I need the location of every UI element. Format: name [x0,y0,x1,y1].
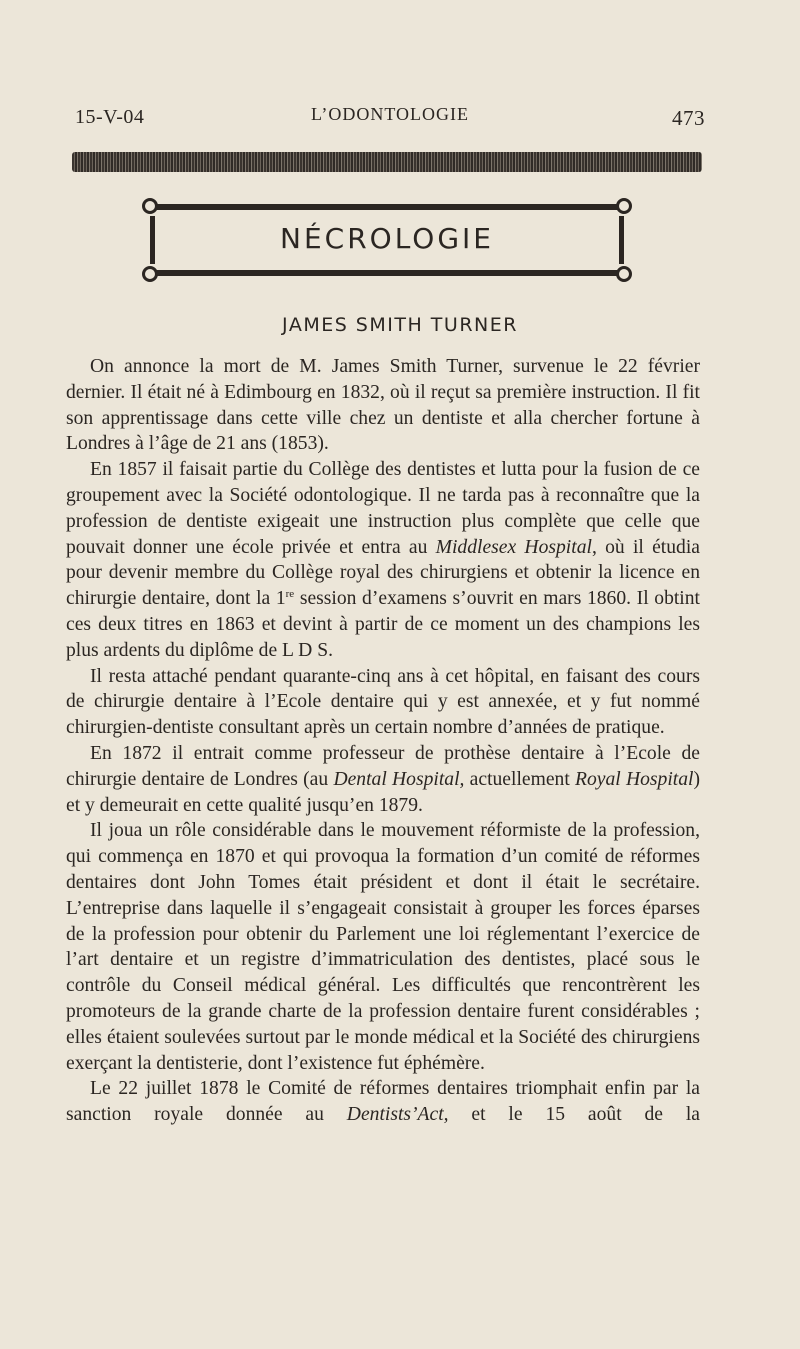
text-run: En 1872 il entrait comme professeur de prothèse dentaire à l’Ecole de chirurgie dentaire de Londres (au [66,742,700,790]
article-body [66,354,700,1128]
paragraph [66,1076,700,1128]
text-run: et le 15 août de la [448,1104,700,1126]
frame-top-rule [154,204,620,210]
text-run: En 1857 il faisait partie du Collège des dentistes et lutta pour la fusion de ce groupement avec la Société odontologique. Il ne tarda pas à reconnaître que la profession de dentiste exigeait une instruction plus complète que celle que pouvait donner une école privée et entra au [66,459,700,558]
superscript: re [285,588,295,601]
text-run: , où il étudia pour devenir membre du Collège royal des chirurgiens et obtenir la licence en chirurgie dentaire, dont la 1 [66,536,700,610]
paragraph [66,741,700,818]
paragraph: On annonce la mort de M. James Smith Turner, survenue le 22 février dernier. Il était né à Edimbourg en 1832, où il reçut sa première instruction. Il fit son apprentissage dans cette ville chez un dentiste et alla chercher fortune à Londres à l’âge de 21 ans (1853). [66,356,700,455]
frame-corner-ring-icon [142,198,158,214]
italic-hospital-name: Dental Hospital, [333,768,465,790]
text-run: ) et y demeurait en cette qualité jusqu’en 1879. [66,768,700,816]
italic-act-name: Dentists’Act, [346,1104,449,1126]
paragraph: Il resta attaché pendant quarante-cinq ans à cet hôpital, en faisant des cours de chirurgie dentaire à l’Ecole dentaire qui y est annexée, et y fut nommé chirurgien-dentiste consultant après un certain nombre d’années de pratique. [66,665,700,739]
paragraph [66,457,700,663]
running-head [75,100,705,136]
italic-hospital-name: Royal Hospital [575,768,694,790]
section-heading-frame [142,198,632,282]
article-title: JAMES SMITH TURNER [282,314,518,336]
text-run: session d’examens s’ouvrit en mars 1860. Il obtint ces deux titres en 1863 et devint à partir de ce moment un des champions les plus ardents du diplôme de L D S. [66,588,700,661]
decorative-band [72,152,702,172]
journal-title: L’ODONTOLOGIE [311,104,469,124]
frame-corner-ring-icon [616,198,632,214]
frame-corner-ring-icon [616,266,632,282]
paragraph: Il joua un rôle considérable dans le mouvement réformiste de la profession, qui commença en 1870 et qui provoqua la formation d’un comité de réformes dentaires dont John Tomes était président et dont il était le secrétaire. L’entreprise dans laquelle il s’engageait consistait à grouper les forces éparses de la profession pour obtenir du Parlement une loi réglementant l’exercice de l’art dentaire et un registre d’immatriculation des dentistes, placé sous le contrôle du Conseil médical général. Les difficultés que rencontrèrent les promoteurs de la grande charte de la profession dentaire furent considérables ; elles étaient soulevées surtout par le monde médical et la Société des chirurgiens exerçant la dentisterie, dont l’existence fut éphémère. [66,820,700,1074]
italic-hospital-name: Middlesex Hospital [435,536,592,558]
frame-bottom-rule [154,270,620,276]
frame-corner-ring-icon [142,266,158,282]
text-run: Le 22 juillet 1878 le Comité de réformes dentaires triomphait enfin par la sanction royale donnée au [66,1078,700,1126]
page-number: 473 [672,106,705,130]
text-run: actuellement [464,768,576,790]
issue-date: 15-V-04 [75,106,145,128]
section-title: NÉCROLOGIE [280,222,494,255]
